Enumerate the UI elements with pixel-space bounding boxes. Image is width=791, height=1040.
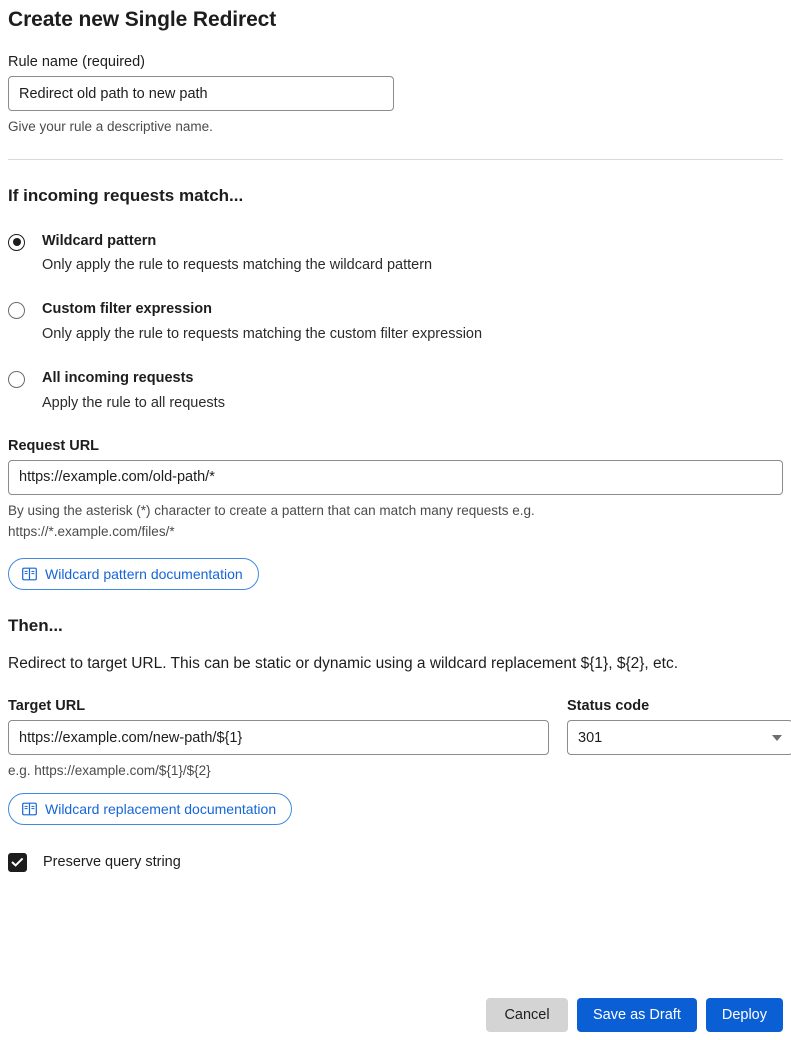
preserve-query-string-row[interactable] — [8, 853, 783, 872]
match-radio-group — [8, 232, 783, 412]
form-footer — [486, 998, 783, 1032]
radio-option-description: Only apply the rule to requests matching the wildcard pattern — [42, 256, 433, 273]
request-url-helper-line2: https://*.example.com/files/* — [8, 524, 175, 540]
radio-option-title: Wildcard pattern — [42, 232, 157, 249]
radio-option-description: Only apply the rule to requests matching the custom filter expression — [42, 325, 483, 342]
radio-option-title: Custom filter expression — [42, 301, 213, 318]
status-code-value: 301 — [578, 729, 603, 746]
save-as-draft-button[interactable]: Save as Draft — [577, 998, 697, 1032]
radio-option-title: All incoming requests — [42, 370, 194, 387]
divider — [8, 159, 783, 160]
radio-option-custom-filter-expression[interactable] — [8, 300, 783, 343]
rule-name-label: Rule name (required) — [8, 54, 146, 70]
doc-link-label: Wildcard replacement documentation — [45, 800, 277, 817]
status-code-select[interactable] — [567, 720, 791, 755]
match-section-heading: If incoming requests match... — [8, 185, 244, 205]
deploy-button[interactable]: Deploy — [706, 998, 783, 1032]
request-url-helper-line1: By using the asterisk (*) character to create a pattern that can match many requests e.g. — [8, 502, 535, 518]
page-title: Create new Single Redirect — [8, 8, 277, 31]
doc-link-label: Wildcard pattern documentation — [45, 566, 243, 583]
book-icon — [22, 567, 37, 581]
checkbox-icon[interactable] — [8, 853, 27, 872]
rule-name-input[interactable] — [8, 76, 394, 111]
target-url-helper: e.g. https://example.com/${1}/${2} — [8, 763, 211, 779]
target-url-input[interactable] — [8, 720, 549, 755]
request-url-input[interactable] — [8, 460, 783, 495]
radio-button-icon[interactable] — [8, 371, 25, 388]
status-code-label: Status code — [567, 698, 650, 715]
rule-name-helper: Give your rule a descriptive name. — [8, 119, 213, 134]
radio-button-icon[interactable] — [8, 234, 25, 251]
cancel-button[interactable]: Cancel — [486, 998, 568, 1032]
then-section-description: Redirect to target URL. This can be static or dynamic using a wildcard replacement ${1}, ${2}, etc. — [8, 655, 679, 673]
radio-button-icon[interactable] — [8, 302, 25, 319]
book-icon — [22, 802, 37, 816]
target-url-label: Target URL — [8, 698, 86, 715]
radio-option-all-incoming-requests[interactable] — [8, 369, 783, 412]
request-url-label: Request URL — [8, 437, 100, 454]
chevron-down-icon[interactable] — [772, 735, 782, 741]
single-redirect-form — [0, 8, 791, 872]
wildcard-pattern-documentation-link[interactable] — [8, 558, 259, 590]
target-and-status-row — [8, 698, 783, 781]
wildcard-replacement-documentation-link[interactable] — [8, 793, 292, 825]
radio-option-wildcard-pattern[interactable] — [8, 232, 783, 275]
then-section-heading: Then... — [8, 616, 63, 636]
radio-option-description: Apply the rule to all requests — [42, 394, 225, 411]
preserve-query-string-label: Preserve query string — [43, 854, 181, 871]
